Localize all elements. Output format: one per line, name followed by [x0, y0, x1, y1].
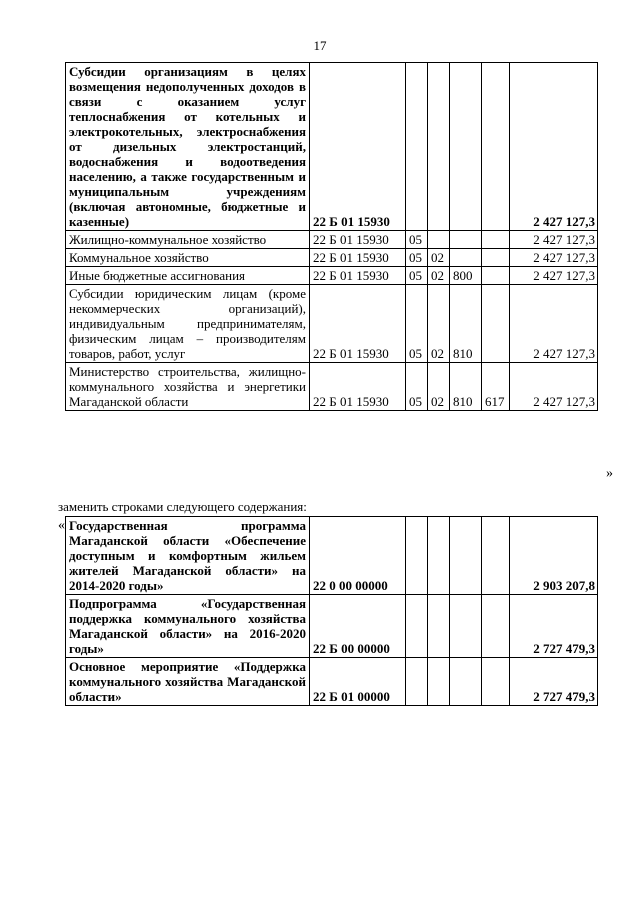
row-name-cell: Министерство строительства, жилищно-коммунального хозяйства и энергетики Магаданской области	[66, 363, 310, 411]
amount-cell: 2 427 127,3	[510, 267, 598, 285]
amount-cell: 2 727 479,3	[510, 595, 598, 658]
subsection-cell: 02	[428, 363, 450, 411]
opening-quote: «	[58, 518, 65, 533]
subsection-cell	[428, 63, 450, 231]
target-code-cell: 22 Б 01 15930	[310, 267, 406, 285]
section-cell: 05	[406, 363, 428, 411]
row-name-cell: Основное мероприятие «Поддержка коммунального хозяйства Магаданской области»	[66, 658, 310, 706]
ministry-code-cell	[482, 517, 510, 595]
subsection-cell: 02	[428, 267, 450, 285]
expense-type-cell: 810	[450, 285, 482, 363]
row-name-cell: Иные бюджетные ассигнования	[66, 267, 310, 285]
target-code-cell: 22 Б 01 15930	[310, 231, 406, 249]
row-name-cell: Государственная программа Магаданской области «Обеспечение доступным и комфортным жильем жителей Магаданской области» на 2014-2020 годы»	[66, 517, 310, 595]
amount-cell: 2 427 127,3	[510, 285, 598, 363]
expense-type-cell	[450, 658, 482, 706]
subsection-cell	[428, 658, 450, 706]
target-code-cell: 22 Б 00 00000	[310, 595, 406, 658]
budget-table-original	[65, 62, 598, 411]
target-code-cell: 22 Б 01 15930	[310, 363, 406, 411]
section-cell: 05	[406, 267, 428, 285]
target-code-cell: 22 Б 01 00000	[310, 658, 406, 706]
table-row	[66, 63, 598, 231]
amount-cell: 2 727 479,3	[510, 658, 598, 706]
section-cell: 05	[406, 249, 428, 267]
replace-instruction: заменить строками следующего содержания:	[58, 499, 307, 514]
ministry-code-cell	[482, 63, 510, 231]
amount-cell: 2 427 127,3	[510, 363, 598, 411]
table-row	[66, 267, 598, 285]
section-cell: 05	[406, 285, 428, 363]
target-code-cell: 22 Б 01 15930	[310, 249, 406, 267]
ministry-code-cell	[482, 267, 510, 285]
expense-type-cell: 800	[450, 267, 482, 285]
expense-type-cell	[450, 595, 482, 658]
table-row	[66, 363, 598, 411]
amount-cell: 2 903 207,8	[510, 517, 598, 595]
ministry-code-cell	[482, 249, 510, 267]
subsection-cell	[428, 517, 450, 595]
section-cell: 05	[406, 231, 428, 249]
table-row	[66, 249, 598, 267]
section-cell	[406, 63, 428, 231]
target-code-cell: 22 Б 01 15930	[310, 63, 406, 231]
ministry-code-cell	[482, 231, 510, 249]
subsection-cell: 02	[428, 249, 450, 267]
section-cell	[406, 517, 428, 595]
row-name-cell: Жилищно-коммунальное хозяйство	[66, 231, 310, 249]
section-cell	[406, 658, 428, 706]
amount-cell: 2 427 127,3	[510, 231, 598, 249]
subsection-cell	[428, 231, 450, 249]
row-name-cell: Коммунальное хозяйство	[66, 249, 310, 267]
budget-table-replacement	[65, 516, 598, 706]
expense-type-cell	[450, 63, 482, 231]
table-row	[66, 285, 598, 363]
expense-type-cell	[450, 517, 482, 595]
expense-type-cell	[450, 249, 482, 267]
amount-cell: 2 427 127,3	[510, 249, 598, 267]
table-row	[66, 658, 598, 706]
row-name-cell: Подпрограмма «Государственная поддержка коммунального хозяйства Магаданской области» на 2016-2020 годы»	[66, 595, 310, 658]
amount-cell: 2 427 127,3	[510, 63, 598, 231]
subsection-cell: 02	[428, 285, 450, 363]
row-name-cell: Субсидии юридическим лицам (кроме некоммерческих организаций), индивидуальным предпринимателям, физическим лицам – производителям товаров, работ, услуг	[66, 285, 310, 363]
ministry-code-cell	[482, 285, 510, 363]
subsection-cell	[428, 595, 450, 658]
ministry-code-cell	[482, 595, 510, 658]
table-row	[66, 517, 598, 595]
expense-type-cell	[450, 231, 482, 249]
target-code-cell: 22 0 00 00000	[310, 517, 406, 595]
ministry-code-cell: 617	[482, 363, 510, 411]
expense-type-cell: 810	[450, 363, 482, 411]
table-row	[66, 231, 598, 249]
page-number: 17	[313, 38, 327, 53]
section-cell	[406, 595, 428, 658]
target-code-cell: 22 Б 01 15930	[310, 285, 406, 363]
row-name-cell: Субсидии организациям в целях возмещения недополученных доходов в связи с оказанием услуг теплоснабжения от котельных и электрокотельных, электроснабжения от дизельных электростанций, водоснабжения и водоотведения населению, а также государственным и муниципальным учреждениям (включая автономные, бюджетные и казенные)	[66, 63, 310, 231]
table-row	[66, 595, 598, 658]
ministry-code-cell	[482, 658, 510, 706]
closing-quote: »	[606, 466, 613, 481]
